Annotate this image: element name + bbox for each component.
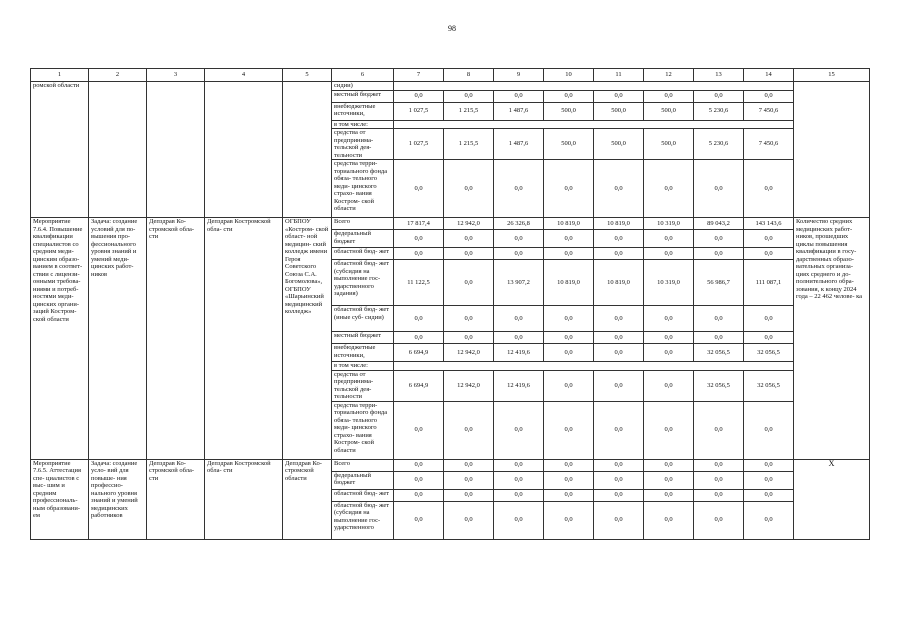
column-number: 6	[332, 69, 394, 82]
value-cell: 0,0	[494, 248, 544, 260]
value-cell: 32 056,5	[744, 370, 794, 401]
empty-span	[394, 82, 794, 91]
value-cell: 0,0	[444, 332, 494, 344]
value-cell: 0,0	[644, 370, 694, 401]
value-cell: 500,0	[544, 129, 594, 160]
value-cell: 0,0	[544, 160, 594, 218]
value-cell: 0,0	[544, 230, 594, 248]
value-cell: 0,0	[744, 332, 794, 344]
source-label: Всего	[332, 218, 394, 230]
value-cell: 0,0	[594, 489, 644, 501]
value-cell: 0,0	[744, 401, 794, 459]
value-cell: 0,0	[594, 370, 644, 401]
value-cell: 0,0	[694, 90, 744, 102]
value-cell: 0,0	[594, 401, 644, 459]
value-cell: 0,0	[644, 459, 694, 471]
value-cell: 1 215,5	[444, 129, 494, 160]
value-cell: 0,0	[694, 230, 744, 248]
value-cell: 1 027,5	[394, 102, 444, 120]
value-cell: 0,0	[444, 401, 494, 459]
cell-c5	[283, 82, 332, 218]
value-cell: 0,0	[744, 230, 794, 248]
value-cell: 0,0	[444, 230, 494, 248]
value-cell: 0,0	[394, 332, 444, 344]
value-cell: 0,0	[644, 489, 694, 501]
value-cell: 0,0	[544, 401, 594, 459]
value-cell: 5 230,6	[694, 102, 744, 120]
value-cell: 0,0	[594, 344, 644, 362]
value-cell: 0,0	[744, 306, 794, 332]
value-cell: 10 319,0	[644, 218, 694, 230]
value-cell: 0,0	[594, 306, 644, 332]
value-cell: 32 056,5	[744, 344, 794, 362]
value-cell: 0,0	[644, 344, 694, 362]
page-number: 98	[448, 24, 456, 33]
value-cell: 0,0	[544, 248, 594, 260]
value-cell: 0,0	[694, 306, 744, 332]
value-cell: 0,0	[694, 332, 744, 344]
value-cell: 1 487,6	[494, 129, 544, 160]
value-cell: 500,0	[644, 129, 694, 160]
source-label: средства от предпринима- тельской дея- тельности	[332, 129, 394, 160]
value-cell: 0,0	[694, 248, 744, 260]
source-label: сидии)	[332, 82, 394, 91]
cell-c5: ОГБПОУ «Костром- ской област- ной медицин- ский колледж имени Героя Советского Союза С.А. Богомолова», ОГБПОУ «Шарьинский медицинский колледж»	[283, 218, 332, 460]
table-row	[31, 218, 870, 230]
source-label: федеральный бюджет	[332, 471, 394, 489]
column-number: 1	[31, 69, 89, 82]
value-cell: 0,0	[694, 160, 744, 218]
value-cell: 0,0	[394, 160, 444, 218]
column-number: 2	[89, 69, 147, 82]
value-cell: 0,0	[544, 90, 594, 102]
column-number: 9	[494, 69, 544, 82]
value-cell: 6 694,9	[394, 344, 444, 362]
value-cell: 0,0	[394, 401, 444, 459]
value-cell: 12 942,0	[444, 344, 494, 362]
value-cell: 0,0	[444, 471, 494, 489]
source-label: местный бюджет	[332, 332, 394, 344]
column-number: 10	[544, 69, 594, 82]
value-cell: 0,0	[394, 90, 444, 102]
value-cell: 0,0	[444, 90, 494, 102]
header-row	[31, 69, 870, 82]
column-number: 8	[444, 69, 494, 82]
value-cell: 12 419,6	[494, 370, 544, 401]
value-cell: 0,0	[594, 471, 644, 489]
value-cell: 0,0	[444, 489, 494, 501]
value-cell: 0,0	[444, 501, 494, 539]
column-number: 11	[594, 69, 644, 82]
cell-c2: Задача: создание условий для по- вышения про- фессионального уровня знаний и умений меди- цинских работ- ников	[89, 218, 147, 460]
cell-c4: Депздрав Костромской обла- сти	[205, 218, 283, 460]
cell-c4	[205, 82, 283, 218]
value-cell: 0,0	[644, 90, 694, 102]
value-cell: 500,0	[644, 102, 694, 120]
value-cell: 111 087,1	[744, 260, 794, 306]
value-cell: 0,0	[494, 160, 544, 218]
value-cell: 32 056,5	[694, 344, 744, 362]
column-number: 13	[694, 69, 744, 82]
value-cell: 12 419,6	[494, 344, 544, 362]
value-cell: 12 942,0	[444, 218, 494, 230]
value-cell: 0,0	[394, 306, 444, 332]
value-cell: 0,0	[394, 471, 444, 489]
value-cell: 0,0	[594, 501, 644, 539]
source-label: областной бюд- жет	[332, 248, 394, 260]
value-cell: 7 450,6	[744, 102, 794, 120]
value-cell: 0,0	[494, 306, 544, 332]
value-cell: 0,0	[494, 489, 544, 501]
cell-c3: Депздрав Ко- стромской обла- сти	[147, 218, 205, 460]
value-cell: 0,0	[494, 332, 544, 344]
value-cell: 0,0	[644, 501, 694, 539]
value-cell: 1 215,5	[444, 102, 494, 120]
value-cell: 143 143,6	[744, 218, 794, 230]
value-cell: 0,0	[494, 501, 544, 539]
value-cell: 0,0	[494, 90, 544, 102]
value-cell: 0,0	[644, 332, 694, 344]
source-label: средства от предпринима- тельской дея- тельности	[332, 370, 394, 401]
source-label: внебюджетные источники,	[332, 344, 394, 362]
value-cell: 0,0	[394, 459, 444, 471]
value-cell: 0,0	[744, 489, 794, 501]
source-label: областной бюд- жет (иные суб- сидии)	[332, 306, 394, 332]
cell-c4: Депздрав Костромской обла- сти	[205, 459, 283, 539]
value-cell: 0,0	[544, 459, 594, 471]
value-cell: 0,0	[694, 401, 744, 459]
value-cell: 0,0	[644, 230, 694, 248]
cell-c3: Депздрав Ко- стромской обла- сти	[147, 459, 205, 539]
value-cell: 0,0	[744, 501, 794, 539]
value-cell: 5 230,6	[694, 129, 744, 160]
cell-c1: Мероприятие 7.6.5. Аттестация спе- циалистов с выс- шим и средним профессиональ- ным образовани- ем	[31, 459, 89, 539]
source-label: федеральный бюджет	[332, 230, 394, 248]
value-cell: 10 819,0	[594, 218, 644, 230]
value-cell: 0,0	[594, 160, 644, 218]
source-label: средства терри- ториального фонда обяза- тельного меди- цинского страхо- вания Костром- ской области	[332, 160, 394, 218]
value-cell: 0,0	[744, 90, 794, 102]
column-number: 7	[394, 69, 444, 82]
table-row	[31, 459, 870, 471]
value-cell: 1 027,5	[394, 129, 444, 160]
value-cell: 0,0	[744, 471, 794, 489]
value-cell: 0,0	[744, 248, 794, 260]
value-cell: 1 487,6	[494, 102, 544, 120]
value-cell: 0,0	[644, 160, 694, 218]
value-cell: 0,0	[644, 248, 694, 260]
cell-c15	[794, 82, 870, 218]
value-cell: 0,0	[644, 471, 694, 489]
column-number: 15	[794, 69, 870, 82]
empty-span	[394, 362, 794, 371]
value-cell: 0,0	[494, 471, 544, 489]
value-cell: 0,0	[644, 401, 694, 459]
column-number: 3	[147, 69, 205, 82]
cell-c5: Депздрав Ко- стромской области	[283, 459, 332, 539]
value-cell: 0,0	[394, 248, 444, 260]
value-cell: 89 043,2	[694, 218, 744, 230]
value-cell: 0,0	[594, 90, 644, 102]
value-cell: 0,0	[544, 471, 594, 489]
value-cell: 0,0	[444, 459, 494, 471]
value-cell: 0,0	[444, 306, 494, 332]
value-cell: 17 817,4	[394, 218, 444, 230]
value-cell: 0,0	[544, 489, 594, 501]
value-cell: 500,0	[544, 102, 594, 120]
value-cell: 0,0	[644, 306, 694, 332]
value-cell: 0,0	[594, 332, 644, 344]
value-cell: 0,0	[594, 230, 644, 248]
value-cell: 0,0	[594, 459, 644, 471]
cell-c15: Х	[794, 459, 870, 539]
value-cell: 0,0	[544, 332, 594, 344]
cell-c3	[147, 82, 205, 218]
value-cell: 12 942,0	[444, 370, 494, 401]
value-cell: 0,0	[594, 248, 644, 260]
source-label: внебюджетные источники,	[332, 102, 394, 120]
value-cell: 0,0	[744, 160, 794, 218]
value-cell: 500,0	[594, 129, 644, 160]
source-label: областной бюд- жет (субсидия на выполнение гос- ударственного задания)	[332, 260, 394, 306]
value-cell: 10 819,0	[544, 218, 594, 230]
value-cell: 0,0	[694, 459, 744, 471]
empty-span	[394, 120, 794, 129]
cell-c2	[89, 82, 147, 218]
value-cell: 32 056,5	[694, 370, 744, 401]
value-cell: 11 122,5	[394, 260, 444, 306]
program-table	[30, 68, 870, 540]
value-cell: 500,0	[594, 102, 644, 120]
source-label: в том числе:	[332, 120, 394, 129]
value-cell: 0,0	[444, 248, 494, 260]
value-cell: 0,0	[744, 459, 794, 471]
source-label: областной бюд- жет (субсидия на выполнение гос- ударственного	[332, 501, 394, 539]
column-number: 5	[283, 69, 332, 82]
column-number: 12	[644, 69, 694, 82]
value-cell: 0,0	[544, 370, 594, 401]
value-cell: 0,0	[694, 501, 744, 539]
value-cell: 10 819,0	[544, 260, 594, 306]
value-cell: 0,0	[494, 401, 544, 459]
value-cell: 0,0	[544, 344, 594, 362]
value-cell: 56 986,7	[694, 260, 744, 306]
value-cell: 10 319,0	[644, 260, 694, 306]
value-cell: 0,0	[494, 459, 544, 471]
value-cell: 26 326,8	[494, 218, 544, 230]
value-cell: 0,0	[544, 306, 594, 332]
value-cell: 6 694,9	[394, 370, 444, 401]
column-number: 14	[744, 69, 794, 82]
source-label: средства терри- ториального фонда обяза- тельного меди- цинского страхо- вания Костром- ской области	[332, 401, 394, 459]
value-cell: 7 450,6	[744, 129, 794, 160]
value-cell: 0,0	[394, 489, 444, 501]
value-cell: 0,0	[494, 230, 544, 248]
value-cell: 10 819,0	[594, 260, 644, 306]
value-cell: 0,0	[694, 471, 744, 489]
source-label: областной бюд- жет	[332, 489, 394, 501]
cell-c1: Мероприятие 7.6.4. Повышение квалификации специалистов со средним меди- цинским образо- ванием в соответ- ствии с лицензи- онными требова- ниями и потреб- ностями меди- цинских органи- заций Костром- ской области	[31, 218, 89, 460]
cell-c1: ромской области	[31, 82, 89, 218]
column-number: 4	[205, 69, 283, 82]
cell-c15: Количество средних медицинских работ- ников, прошедших циклы повышения квалификации в госу- дарственных образо- вательных организа- циях среднего и до- полнительного обра- зования, к концу 2024 года – 22 462 челове- ка	[794, 218, 870, 460]
value-cell: 0,0	[544, 501, 594, 539]
value-cell: 0,0	[694, 489, 744, 501]
source-label: Всего	[332, 459, 394, 471]
value-cell: 0,0	[394, 230, 444, 248]
table-row	[31, 82, 870, 91]
value-cell: 0,0	[444, 160, 494, 218]
value-cell: 0,0	[394, 501, 444, 539]
cell-c2: Задача: создание усло- вий для повыше- ния профессио- нального уровня знаний и умений медицинских работников	[89, 459, 147, 539]
source-label: в том числе:	[332, 362, 394, 371]
source-label: местный бюджет	[332, 90, 394, 102]
value-cell: 0,0	[444, 260, 494, 306]
value-cell: 13 907,2	[494, 260, 544, 306]
